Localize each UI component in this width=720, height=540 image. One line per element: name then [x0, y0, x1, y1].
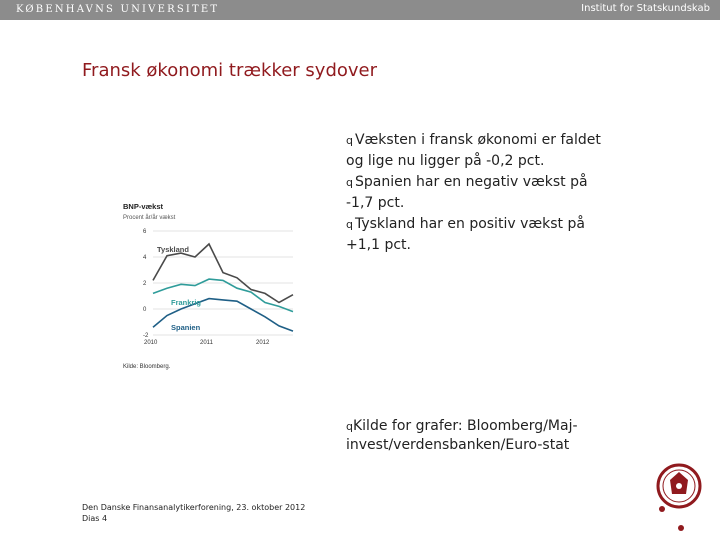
- series-label: Tyskland: [157, 244, 189, 254]
- checkbox-bullet-icon: q: [346, 176, 353, 189]
- slide-title: Fransk økonomi trækker sydover: [82, 60, 378, 81]
- chart-svg: [115, 195, 305, 375]
- bullet-item: [346, 172, 606, 214]
- series-label: Spanien: [171, 322, 201, 332]
- chart-title: BNP-vækst: [123, 202, 164, 211]
- x-tick-label: 2011: [200, 340, 213, 346]
- bullet-text: Væksten i fransk økonomi er faldet og lige nu ligger på -0,2 pct.: [346, 132, 601, 169]
- y-tick-label: 4: [143, 255, 147, 261]
- checkbox-bullet-icon: q: [346, 134, 353, 147]
- chart-source: Kilde: Bloomberg.: [123, 364, 171, 370]
- y-tick-label: -2: [143, 333, 149, 339]
- header-bar: [0, 0, 720, 20]
- source-note: [346, 417, 596, 455]
- footer-event: Den Danske Finansanalytikerforening, 23. oktober 2012: [82, 503, 306, 512]
- institute-name: Institut for Statskundskab: [581, 3, 710, 14]
- y-tick-label: 2: [143, 281, 147, 287]
- source-note-text: Kilde for grafer: Bloomberg/Maj-invest/verdensbanken/Euro-stat: [346, 418, 578, 453]
- bullet-text: Tyskland har en positiv vækst på +1,1 pct.: [346, 216, 585, 253]
- university-seal-icon: [654, 462, 704, 532]
- y-tick-label: 0: [143, 307, 147, 313]
- chart-subtitle: Procent år/år vækst: [123, 215, 176, 221]
- x-tick-label: 2012: [256, 340, 270, 346]
- checkbox-bullet-icon: q: [346, 420, 353, 433]
- bullet-item: [346, 214, 606, 256]
- checkbox-bullet-icon: q: [346, 218, 353, 231]
- y-tick-label: 6: [143, 229, 147, 235]
- bullet-item: [346, 130, 606, 172]
- x-tick-label: 2010: [144, 340, 158, 346]
- university-name: KØBENHAVNS UNIVERSITET: [16, 4, 220, 15]
- footer-slide-number: Dias 4: [82, 514, 108, 523]
- slide-footer: [82, 502, 305, 524]
- series-label: Frankrig: [171, 298, 202, 308]
- bullet-list: [346, 130, 606, 256]
- bullet-text: Spanien har en negativ vækst på -1,7 pct.: [346, 174, 588, 211]
- gdp-growth-chart: [115, 195, 305, 375]
